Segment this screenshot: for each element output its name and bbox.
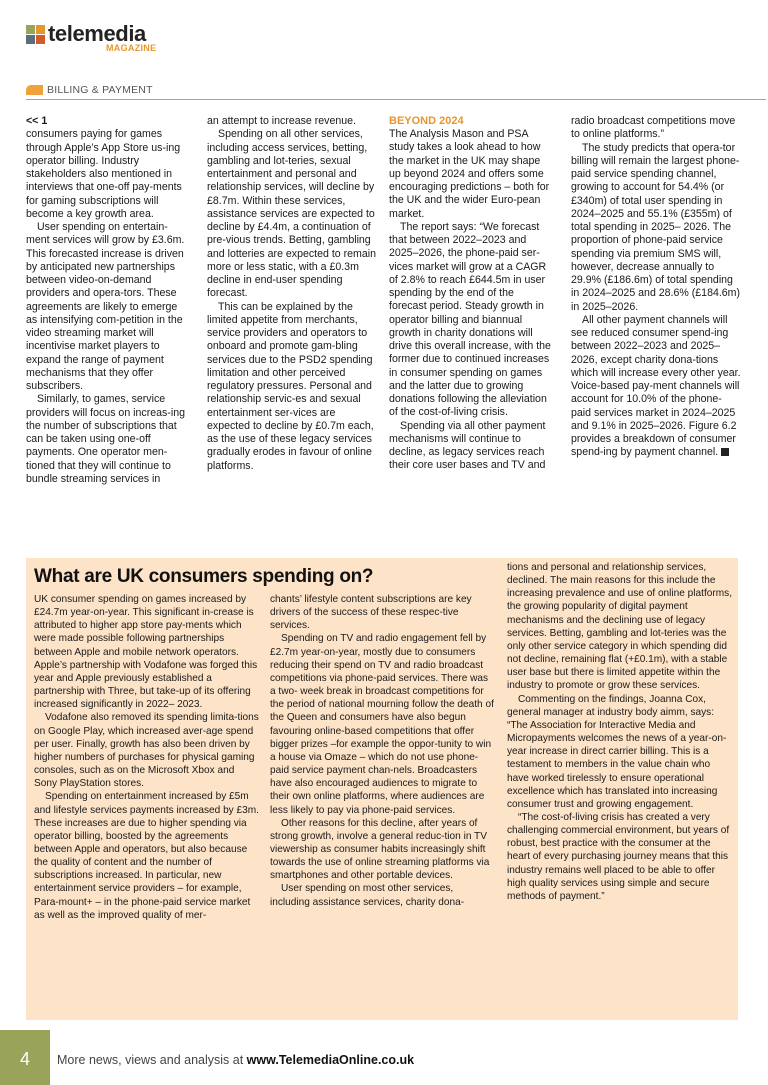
brand-name: telemedia — [48, 21, 146, 46]
paragraph: User spending on entertain-ment services will grow by £3.6m. This forecasted increase is driven by anticipated new partnerships between video-on-demand providers and opera-tors. These agreements are likely to emerge as intensifying com-petition in the video streaming market will incentivise market players to expand the range of payment mechanisms that they offer subscribers. — [26, 221, 185, 392]
article-column-2 — [207, 115, 377, 473]
footer-line — [57, 1053, 414, 1067]
paragraph: User spending on most other services, including assistance services, charity dona- — [270, 883, 465, 908]
page-footer — [0, 1030, 768, 1085]
sidebar-box — [26, 558, 738, 1020]
footer-tagline: More news, views and analysis at — [57, 1053, 247, 1067]
box-column-1 — [34, 593, 259, 922]
logo-mark-icon — [26, 25, 46, 45]
paragraph: The Analysis Mason and PSA study takes a look ahead to how the market in the UK may shape up beyond 2024 and offers some encouraging predictions – both for the UK and the wider Euro-pean market. — [389, 128, 550, 220]
paragraph: Commenting on the findings, Joanna Cox, general manager at industry body aimm, says: “The Association for Interactive Media and Micropayments welcomes the news of a year-on-year increase in direct carrier billing. This is a testament to members in the value chain who have worked tirelessly to ensure operational excellence which has translated into increasing consumer trust and growing engagement. — [507, 693, 727, 810]
subheading: BEYOND 2024 — [389, 115, 464, 127]
continued-marker: << 1 — [26, 115, 48, 127]
paragraph: Other reasons for this decline, after years of strong growth, involve a general reduc-tion in TV viewership as consumer habits increasingly shift towards the use of online streaming platforms via smartphones and other portable devices. — [270, 817, 490, 882]
paragraph: an attempt to increase revenue. — [207, 115, 356, 127]
paragraph: Spending on TV and radio engagement fell by £2.7m year-on-year, mostly due to consumers reducing their spend on TV and radio broadcast competitions via phone-paid services. There was a two- week break in broadcast competitions for the period of national mourning follow the death of the Queen and consumers have also begun favouring online-based competitions that offer bigger prizes –for example the oppor-tunity to win a house via Omaze – which do not use phone-paid service payment chan-nels. Broadcasters have also encouraged audiences to migrate to their own online platforms, where audiences are less likely to pay via phone-paid services. — [270, 633, 494, 816]
article-column-1 — [26, 115, 188, 486]
telemedia-logo — [26, 23, 226, 59]
box-column-3 — [507, 561, 733, 903]
paragraph: The report says: “We forecast that between 2022–2023 and 2025–2026, the phone-paid ser-vices market will grow at a CAGR of 2.8% to reach £644.5m in user spending by the end of the forecast period. Steady growth in operator billing and biannual growth in charity donations will drive this overall increase, with the former due to continued increases in consumer spending on games and the latter due to growing donations following the alleviation of the cost-of-living crisis. — [389, 220, 551, 419]
section-header — [26, 84, 766, 100]
paragraph: UK consumer spending on games increased by £24.7m year-on-year. This significant in-crease is attributed to higher app store pay-ments which were made possible following partnerships between Apple and mobile network operators. Apple’s partnership with Vodafone was forged this year and Apple previously established a partnership with Three, but take-up of its offering increased significantly in 2022– 2023. — [34, 594, 258, 711]
paragraph: Spending on all other services, including access services, betting, gambling and lot-teries, sexual entertainment and personal and relationship services, will decline by £8.7m. Within these services, assistance services are expected to decline by £4.4m, a continuation of pre-vious trends. Betting, gambling and lotteries are expected to remain more or less static, with a £0.3m decline in end-user spending forecast. — [207, 128, 377, 300]
box-column-2 — [270, 593, 494, 909]
paragraph: Similarly, to games, service providers will focus on increas-ing the number of subscriptions that can be taken using one-off payments. One operator men-tioned that they will continue to bundle streaming services in — [26, 393, 185, 485]
article-column-4 — [571, 115, 741, 460]
paragraph: tions and personal and relationship services, declined. The main reasons for this include the increasing prevalence and use of online platforms, the growing popularity of digital payment mechanisms and the declining use of legacy services. Betting, gambling and lot-teries was the only other service category in which spending did not decline, remaining flat (+£0.1m), with a stable user base but there is limited appetite within the industry to promote or grow these services. — [507, 562, 732, 692]
paragraph: consumers paying for games through Apple’s App Store us-ing operator billing. Industry stakeholders also mentioned in interviews that one-off pay-ments for gaming subscriptions will become a key growth area. — [26, 128, 182, 220]
footer-url-link[interactable]: www.TelemediaOnline.co.uk — [246, 1053, 415, 1067]
paragraph: “The cost-of-living crisis has created a very challenging commercial environment, but years of robust, best practice with the consumer at the heart of every purchasing journey means that this industry remains well placed to be able to offer high quality services using simple and secure methods of payment.” — [507, 811, 730, 902]
paragraph-text: All other payment channels will see reduced consumer spend-ing between 2022–2023 and 2025–2026, except charity dona-tions which will increase every other year. Voice-based pay-ment channels will account for 10.0% of the phone-paid services market in 2024–2025 and 9.1% in 2025–2026. Figure 6.2 provides a breakdown of consumer spend-ing by payment channel. — [571, 313, 741, 459]
box-title: What are UK consumers spending on? — [34, 566, 374, 587]
paragraph: chants’ lifestyle content subscriptions are key drivers of the success of these respec-tive services. — [270, 594, 472, 632]
page-number: 4 — [0, 1030, 50, 1085]
paragraph: Spending via all other payment mechanisms will continue to decline, as legacy services reach their core user bases and TV and — [389, 419, 546, 472]
paragraph: Vodafone also removed its spending limita-tions on Google Play, which increased aver-age spend per user. Finally, growth has also been driven by higher numbers of purchases for physical gaming consoles, such as on the Microsoft Xbox and Sony PlayStation stores. — [34, 712, 259, 790]
paragraph-last — [571, 314, 741, 460]
paragraph: The study predicts that opera-tor billing will remain the largest phone-paid service spending channel, growing to account for 54.4% (or £340m) of total user spending in 2024–2025 and 55.1% (£355m) of total spending in 2025– 2026. The proportion of phone-paid service spending via premium SMS will, however, decrease annually to 29.9% (£186.6m) of total spending in 2024–2025 and 28.6% (£184.6m) in 2025–2026. — [571, 141, 741, 313]
paragraph: radio broadcast competitions move to online platforms.” — [571, 115, 736, 141]
paragraph: This can be explained by the limited appetite from merchants, service providers and operators to onboard and promote gam-bling services due to the PSD2 spending limitation and other perceived regulatory pressures. Personal and relationship servic-es and sexual entertainment ser-vices are expected to decline by £0.7m each, as the use of these legacy services gradually erodes in favour of online platforms. — [207, 300, 374, 472]
section-tab-icon — [26, 85, 43, 95]
article-column-3 — [389, 115, 554, 473]
section-label: BILLING & PAYMENT — [47, 84, 153, 96]
brand-sub: MAGAZINE — [106, 43, 157, 53]
end-of-article-icon — [721, 448, 729, 456]
paragraph: Spending on entertainment increased by £5m and lifestyle services payments increased by £3m. These increases are due to higher spending via operator billing, boosted by the agreements between Apple and operators, but also because the quality of content and the number of subscriptions increased. In particular, new entertainment service providers – for example, Para-mount+ – in the phone-paid service market as well as the improved quality of mer- — [34, 791, 259, 921]
